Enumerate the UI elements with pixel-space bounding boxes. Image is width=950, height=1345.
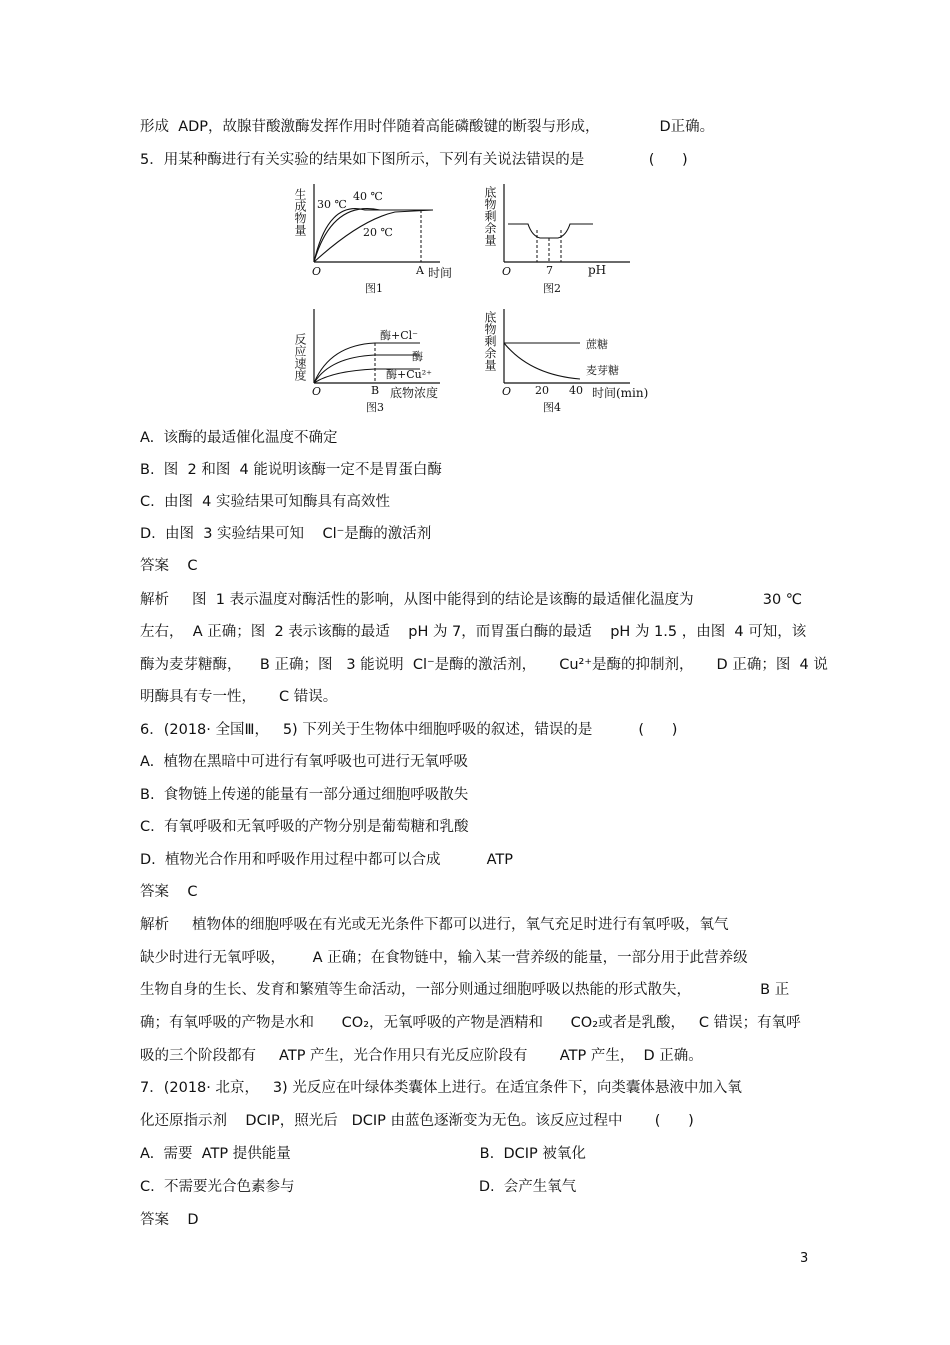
analysis-line: 缺少时进行无氧呼吸， A 正确；在食物链中，输入某一营养级的能量，一部分用于此营养级 <box>140 950 748 966</box>
fig4-label-sucrose: 蔗糖 <box>586 338 608 351</box>
analysis-line: 生物自身的生长、发育和繁殖等生命活动，一部分则通过细胞呼吸以热能的形式散失， B 正 <box>140 982 790 998</box>
option-d: D. 由图 3 实验结果可知 Cl⁻是酶的激活剂 <box>140 526 432 542</box>
analysis-line: 解析 图 1 表示温度对酶活性的影响，从图中能得到的结论是该酶的最适催化温度为 30 ℃ <box>140 592 803 608</box>
fig1-origin: O <box>312 265 322 278</box>
fig3-origin: O <box>312 385 322 398</box>
option-c: C. 有氧呼吸和无氧呼吸的产物分别是葡萄糖和乳酸 <box>140 819 469 835</box>
fig3-xlabel: 底物浓度 <box>390 386 439 400</box>
analysis-line: 解析 植物体的细胞呼吸在有光或无光条件下都可以进行，氧气充足时进行有氧呼吸，氧气 <box>140 917 729 933</box>
analysis-line: 左右， A 正确；图 2 表示该酶的最适 pH 为 7，而胃蛋白酶的最适 pH 为 1.5 ，由图 4 可知，该 <box>140 624 807 640</box>
option-c: C. 由图 4 实验结果可知酶具有高效性 <box>140 494 391 510</box>
question-6: 6．(2018· 全国Ⅲ， 5) 下列关于生物体中细胞呼吸的叙述，错误的是 ( ) <box>140 722 678 738</box>
answer: 答案 D <box>140 1212 199 1228</box>
fig2-curve <box>508 224 593 238</box>
fig4-tick-20: 20 <box>535 384 549 397</box>
analysis-line: 吸的三个阶段都有 ATP 产生，光合作用只有光反应阶段有 ATP 产生， D 正确。 <box>140 1048 703 1064</box>
question-5: 5．用某种酶进行有关实验的结果如下图所示，下列有关说法错误的是 ( ) <box>140 152 688 168</box>
option-b: B. 图 2 和图 4 能说明该酶一定不是胃蛋白酶 <box>140 462 442 478</box>
figure-4 <box>480 305 660 415</box>
fig4-caption: 图4 <box>543 401 561 414</box>
fig2-tick-7: 7 <box>546 264 553 277</box>
fig4-tick-40: 40 <box>569 384 583 397</box>
answer: 答案 C <box>140 884 198 900</box>
answer: 答案 C <box>140 558 198 574</box>
options-cd: C. 不需要光合色素参与 D. 会产生氧气 <box>140 1179 577 1195</box>
fig1-label-30c: 30 ℃ <box>317 198 347 211</box>
analysis-line: 明酶具有专一性， C 错误。 <box>140 689 338 705</box>
fig1-caption: 图1 <box>365 282 383 295</box>
question-7: 7．(2018· 北京， 3) 光反应在叶绿体类囊体上进行。在适宜条件下，向类囊体悬液中加入氧 <box>140 1080 742 1096</box>
fig3-caption: 图3 <box>366 401 384 414</box>
option-b: B. 食物链上传递的能量有一部分通过细胞呼吸散失 <box>140 787 469 803</box>
fig3-ylabel: 反应速度 <box>293 333 307 381</box>
fig3-label-cu: 酶+Cu²⁺ <box>386 368 432 381</box>
fig1-label-20c: 20 ℃ <box>363 226 393 239</box>
option-a: A. 植物在黑暗中可进行有氧呼吸也可进行无氧呼吸 <box>140 754 468 770</box>
figure-2 <box>480 180 640 295</box>
question-7-cont: 化还原指示剂 DCIP，照光后 DCIP 由蓝色逐渐变为无色。该反应过程中 ( ) <box>140 1113 694 1129</box>
fig1-ylabel: 生成物量 <box>293 188 307 236</box>
fig4-label-maltose: 麦芽糖 <box>586 364 619 377</box>
figure-3 <box>290 305 460 415</box>
fig4-ylabel: 底物剩余量 <box>483 311 497 371</box>
text-line: 形成 ADP，故腺苷酸激酶发挥作用时伴随着高能磷酸键的断裂与形成， D正确。 <box>140 119 715 135</box>
fig3-label-cl: 酶+Cl⁻ <box>380 329 418 342</box>
options-ab: A. 需要 ATP 提供能量 B. DCIP 被氧化 <box>140 1146 586 1162</box>
analysis-line: 确；有氧呼吸的产物是水和 CO₂，无氧呼吸的产物是酒精和 CO₂或者是乳酸， C 错误；有氧呼 <box>140 1015 801 1031</box>
fig4-curve-maltose <box>504 343 580 379</box>
fig4-xlabel: 时间(min) <box>592 386 649 400</box>
fig2-caption: 图2 <box>543 282 561 295</box>
fig1-xlabel: 时间 <box>428 266 453 280</box>
fig2-xlabel: pH <box>588 263 607 277</box>
fig1-label-40c: 40 ℃ <box>353 190 383 203</box>
option-d: D. 植物光合作用和呼吸作用过程中都可以合成 ATP <box>140 852 513 868</box>
fig3-tick-b: B <box>371 384 380 397</box>
page-number: 3 <box>800 1251 809 1266</box>
fig2-ylabel: 底物剩余量 <box>483 186 497 246</box>
fig4-origin: O <box>502 385 512 398</box>
figure-1 <box>290 180 460 295</box>
analysis-line: 酶为麦芽糖酶， B 正确；图 3 能说明 Cl⁻是酶的激活剂， Cu²⁺是酶的抑制剂， D 正确；图 4 说 <box>140 657 828 673</box>
fig2-origin: O <box>502 265 512 278</box>
fig3-label-enzyme: 酶 <box>412 350 423 363</box>
option-a: A. 该酶的最适催化温度不确定 <box>140 430 338 446</box>
fig1-tick-a: A <box>416 264 424 277</box>
